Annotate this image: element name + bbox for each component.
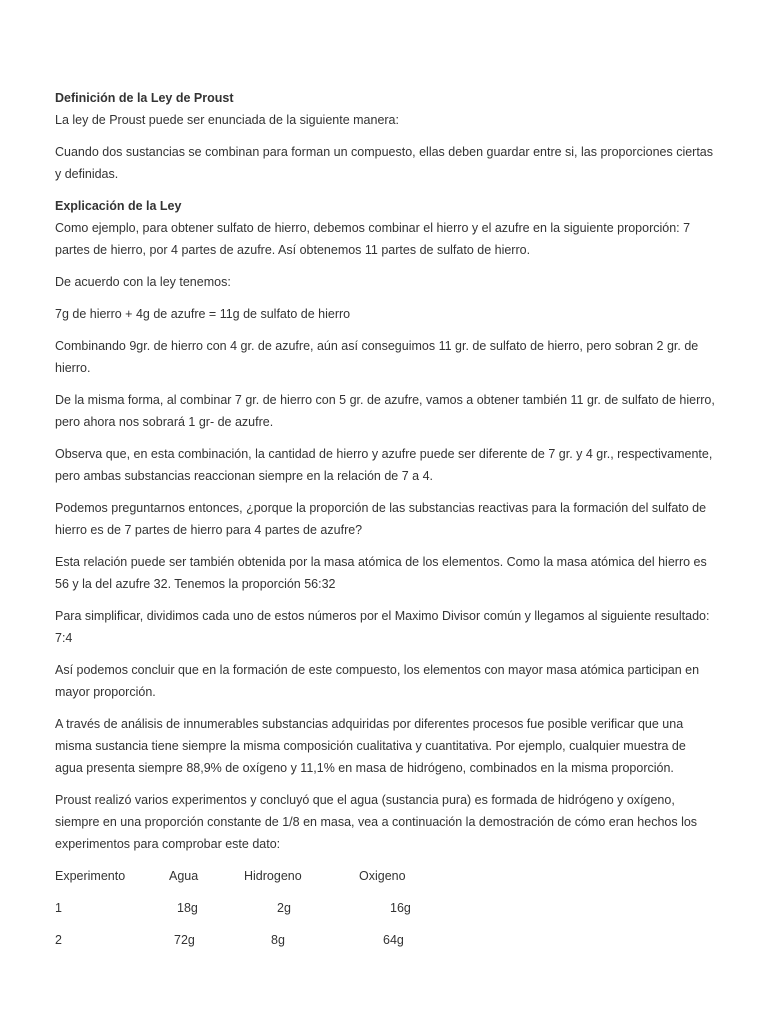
document-content bbox=[55, 87, 715, 951]
paragraph-acuerdo: De acuerdo con la ley tenemos: bbox=[55, 275, 231, 289]
paragraph-relacion: Esta relación puede ser también obtenida por la masa atómica de los elementos. Como la masa atómica del hierro es 56 y la del azufre 32. Tenemos la proporción 56:32 bbox=[55, 555, 707, 591]
table-cell-agua: 18g bbox=[177, 901, 198, 915]
paragraph-example: Como ejemplo, para obtener sulfato de hierro, debemos combinar el hierro y el azufre en la siguiente proporción: 7 partes de hierro, por 4 partes de azufre. Así obtenemos 11 partes de sulfato de hierro. bbox=[55, 221, 691, 257]
paragraph-combinando: Combinando 9gr. de hierro con 4 gr. de azufre, aún así conseguimos 11 gr. de sulfato de hierro, pero sobran 2 gr. de hierro. bbox=[55, 339, 699, 375]
table-header-oxigeno: Oxigeno bbox=[359, 869, 406, 883]
table-header-agua: Agua bbox=[169, 869, 199, 883]
heading-explicacion: Explicación de la Ley bbox=[55, 199, 182, 213]
table-header-experimento: Experimento bbox=[55, 869, 126, 883]
table-cell-oxigeno: 64g bbox=[383, 933, 404, 947]
paragraph-observa: Observa que, en esta combinación, la cantidad de hierro y azufre puede ser diferente de 7 gr. y 4 gr., respectivamente, pero ambas substancias reaccionan siempre en la relación de 7 a 4. bbox=[55, 447, 713, 483]
table-row bbox=[55, 897, 715, 919]
paragraph-intro: La ley de Proust puede ser enunciada de la siguiente manera: bbox=[55, 113, 399, 127]
paragraph-equation: 7g de hierro + 4g de azufre = 11g de sulfato de hierro bbox=[55, 307, 351, 321]
table-header-hidrogeno: Hidrogeno bbox=[244, 869, 302, 883]
table-cell-oxigeno: 16g bbox=[390, 901, 411, 915]
paragraph-definition: Cuando dos sustancias se combinan para forman un compuesto, ellas deben guardar entre si, las proporciones ciertas y definidas. bbox=[55, 145, 714, 181]
paragraph-concluir: Así podemos concluir que en la formación de este compuesto, los elementos con mayor masa atómica participan en mayor proporción. bbox=[55, 663, 700, 699]
paragraph-traves: A través de análisis de innumerables substancias adquiridas por diferentes procesos fue posible verificar que una misma sustancia tiene siempre la misma composición cualitativa y cuantitativa. Por ejemplo, cualquier muestra de agua presenta siempre 88,9% de oxígeno y 11,1% en masa de hidrógeno, combinados en la misma proporción. bbox=[55, 717, 686, 775]
table-cell-experimento: 2 bbox=[55, 933, 62, 947]
paragraph-pregunta: Podemos preguntarnos entonces, ¿porque la proporción de las substancias reactivas para la formación del sulfato de hierro es de 7 partes de hierro para 4 partes de azufre? bbox=[55, 501, 707, 537]
heading-definicion: Definición de la Ley de Proust bbox=[55, 91, 234, 105]
table-header-row bbox=[55, 865, 715, 887]
table-cell-hidrogeno: 8g bbox=[271, 933, 285, 947]
table-cell-experimento: 1 bbox=[55, 901, 62, 915]
paragraph-misma-forma: De la misma forma, al combinar 7 gr. de hierro con 5 gr. de azufre, vamos a obtener también 11 gr. de sulfato de hierro, pero ahora nos sobrará 1 gr- de azufre. bbox=[55, 393, 715, 429]
paragraph-proust: Proust realizó varios experimentos y concluyó que el agua (sustancia pura) es formada de hidrógeno y oxígeno, siempre en una proporción constante de 1/8 en masa, vea a continuación la demostración de cómo eran hechos los experimentos para comprobar este dato: bbox=[55, 793, 698, 851]
table-row bbox=[55, 929, 715, 951]
paragraph-simplificar: Para simplificar, dividimos cada uno de estos números por el Maximo Divisor común y llegamos al siguiente resultado: 7:4 bbox=[55, 609, 710, 645]
table-cell-agua: 72g bbox=[174, 933, 195, 947]
table-cell-hidrogeno: 2g bbox=[277, 901, 291, 915]
